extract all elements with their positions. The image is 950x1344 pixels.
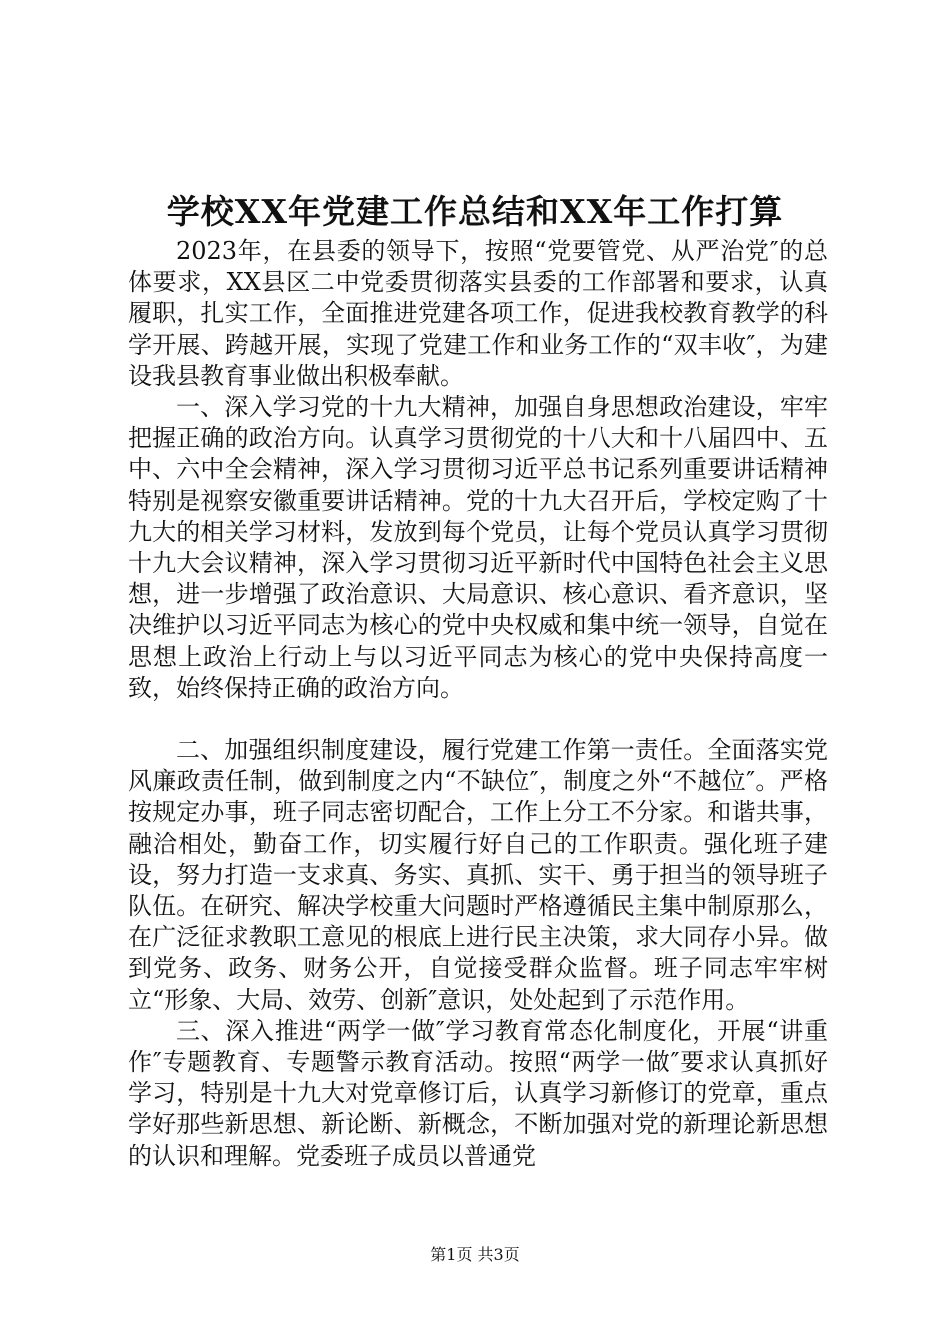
document-body — [128, 236, 828, 1172]
paragraph-section-2: 二、加强组织制度建设，履行党建工作第一责任。全面落实党风廉政责任制，做到制度之内“不缺位″，制度之外“不越位″。严格按规定办事，班子同志密切配合，工作上分工不分家。和谐共事，融洽相处，勤奋工作，切实履行好自己的工作职责。强化班子建设，努力打造一支求真、务实、真抓、实干、勇于担当的领导班子队伍。在研究、解决学校重大问题时严格遵循民主集中制原那么，在广泛征求教职工意见的根底上进行民主决策，求大同存小异。做到党务、政务、财务公开，自觉接受群众监督。班子同志牢牢树立“形象、大局、效劳、创新″意识，处处起到了示范作用。 — [128, 736, 828, 1014]
paragraph-intro: 2023年，在县委的领导下，按照“党要管党、从严治党″的总体要求，XX县区二中党委贯彻落实县委的工作部署和要求，认真履职，扎实工作，全面推进党建各项工作，促进我校教育教学的科学开展、跨越开展，实现了党建工作和业务工作的“双丰收″，为建设我县教育事业做出积极奉献。 — [128, 237, 828, 390]
paragraph-section-3: 三、深入推进“两学一做″学习教育常态化制度化，开展“讲重作″专题教育、专题警示教育活动。按照“两学一做″要求认真抓好学习，特别是十九大对党章修订后，认真学习新修订的党章，重点学好那些新思想、新论断、新概念，不断加强对党的新理论新思想的认识和理解。党委班子成员以普通党 — [128, 1016, 828, 1170]
paragraph-section-1: 一、深入学习党的十九大精神，加强自身思想政治建设，牢牢把握正确的政治方向。认真学习贯彻党的十八大和十八届四中、五中、六中全会精神，深入学习贯彻习近平总书记系列重要讲话精神特别是视察安徽重要讲话精神。党的十九大召开后，学校定购了十九大的相关学习材料，发放到每个党员，让每个党员认真学习贯彻十九大会议精神，深入学习贯彻习近平新时代中国特色社会主义思想，进一步增强了政治意识、大局意识、核心意识、看齐意识，坚决维护以习近平同志为核心的党中央权威和集中统一领导，自觉在思想上政治上行动上与以习近平同志为核心的党中央保持高度一致，始终保持正确的政治方向。 — [128, 393, 828, 702]
document-title: 学校XX年党建工作总结和XX年工作打算 — [166, 192, 784, 231]
page-footer: 第1页 共3页 — [430, 1245, 520, 1264]
